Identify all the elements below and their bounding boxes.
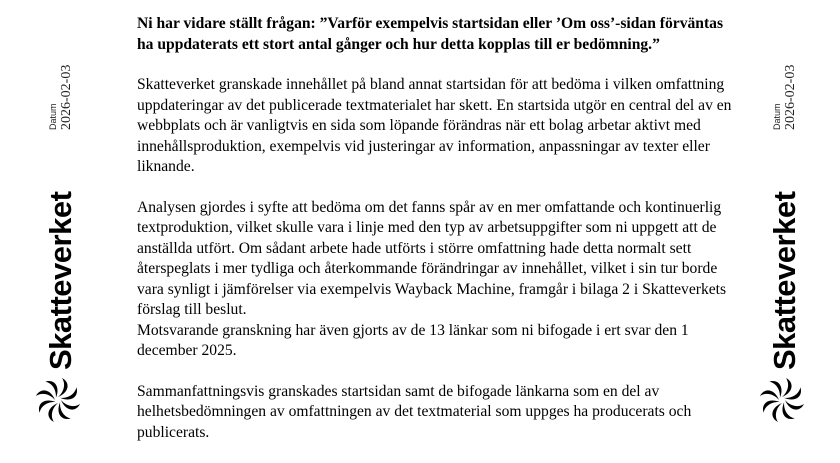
question-heading: Ni har vidare ställt frågan: ”Varför exempelvis startsidan eller ’Om oss’-sidan förväntas ha uppdaterats ett stort antal gånger och hur detta kopplas till er bedömning.”	[137, 15, 724, 53]
date-block-right	[772, 40, 798, 130]
paragraph-startpage: Skatteverket granskade innehållet på bland annat startsidan för att bedöma i vilken omfattning uppdateringar av det publicerade textmaterialet har skett. En startsida utgör en central del av en webbplats och är vanligtvis en sida som löpande förändras när ett bolag arbetar aktivt med innehållsproduktion, exempelvis vid justeringar av information, anpassningar av texter eller liknande.	[137, 76, 732, 175]
skatteverket-logo-icon	[758, 376, 806, 424]
paragraph-analysis: Analysen gjordes i syfte att bedöma om det fanns spår av en mer omfattande och kontinuerlig textproduktion, vilket skulle vara i linje med den typ av arbetsuppgifter som ni uppgett att de anställda utfört. Om sådant arbete hade utförts i större omfattning hade detta normalt sett återspeglats i mer tydliga och återkommande förändringar av innehållet, vilket i sin tur borde vara synligt i jämförelser via exempelvis Wayback Machine, framgår i bilaga 2 i Skatteverkets förslag till beslut.	[137, 198, 727, 318]
brand-wordmark: Skatteverket	[767, 191, 802, 370]
date-block-left	[48, 40, 74, 130]
date-label: Datum	[772, 103, 782, 130]
date-value: 2026-02-03	[59, 64, 74, 130]
brand-block-left	[32, 191, 84, 440]
brand-block-right	[756, 191, 808, 440]
date-label: Datum	[48, 103, 58, 130]
brand-wordmark: Skatteverket	[43, 191, 78, 370]
paragraph-links: Motsvarande granskning har även gjorts av de 13 länkar som ni bifogade i ert svar den 1 december 2025.	[137, 321, 689, 359]
paragraph-summary: Sammanfattningsvis granskades startsidan samt de bifogade länkarna som en del av helhetsbedömningen av omfattningen av det textmaterial som uppges ha producerats och publicerats.	[137, 382, 692, 441]
left-margin	[28, 0, 88, 460]
date-value: 2026-02-03	[783, 64, 798, 130]
document-body	[137, 14, 737, 463]
skatteverket-logo-icon	[34, 376, 82, 424]
right-margin	[752, 0, 812, 460]
